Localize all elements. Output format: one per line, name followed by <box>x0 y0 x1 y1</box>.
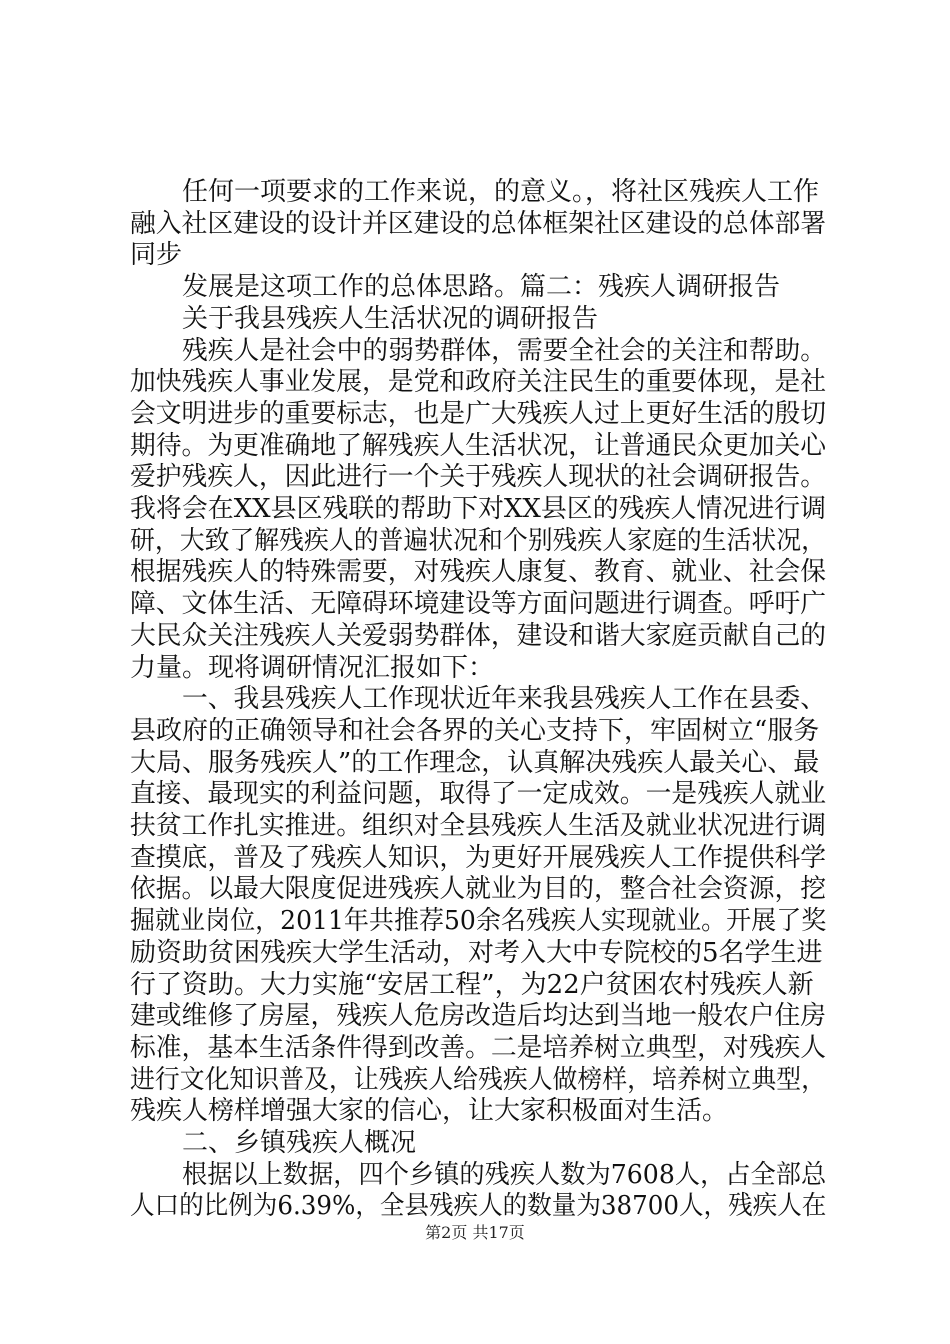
page-number-footer: 第2页 共17页 <box>425 1223 525 1242</box>
text-line: 任何一项要求的工作来说，的意义。，将社区残疾人工作 <box>182 177 820 207</box>
text-line: 掘就业岗位，2011年共推荐50余名残疾人实现就业。开展了奖 <box>130 906 827 937</box>
text-line: 障、文体生活、无障碍环境建设等方面问题进行调查。呼吁广 <box>130 589 827 620</box>
text-line: 直接、最现实的利益问题，取得了一定成效。一是残疾人就业 <box>130 779 827 810</box>
text-line: 扶贫工作扎实推进。组织对全县残疾人生活及就业状况进行调 <box>130 811 827 841</box>
text-line: 进行文化知识普及，让残疾人给残疾人做榜样，培养树立典型， <box>130 1064 826 1095</box>
text-line: 一、我县残疾人工作现状近年来我县残疾人工作在县委、 <box>182 684 827 715</box>
text-line: 我将会在XX县区残联的帮助下对XX县区的残疾人情况进行调 <box>130 494 827 524</box>
text-line: 行了资助。大力实施“安居工程”，为22户贫困农村残疾人新 <box>130 969 814 1000</box>
text-line: 研，大致了解残疾人的普遍状况和个别残疾人家庭的生活状况， <box>130 525 826 556</box>
text-line: 爱护残疾人，因此进行一个关于残疾人现状的社会调研报告。 <box>130 462 827 493</box>
text-line: 人口的比例为6.39%，全县残疾人的数量为38700人，残疾人在 <box>130 1191 827 1222</box>
text-line: 根据残疾人的特殊需要，对残疾人康复、教育、就业、社会保 <box>130 557 827 588</box>
text-line: 期待。为更准确地了解残疾人生活状况，让普通民众更加关心 <box>130 430 827 461</box>
text-line: 融入社区建设的设计并区建设的总体框架社区建设的总体部署 <box>130 208 827 239</box>
text-line: 大局、服务残疾人”的工作理念，认真解决残疾人最关心、最 <box>130 747 820 778</box>
text-line: 力量。现将调研情况汇报如下： <box>130 652 495 683</box>
text-line: 残疾人是社会中的弱势群体，需要全社会的关注和帮助。 <box>182 335 827 366</box>
text-line: 建或维修了房屋，残疾人危房改造后均达到当地一般农户住房 <box>130 1001 827 1032</box>
text-line: 大民众关注残疾人关爱弱势群体，建设和谐大家庭贡献自己的 <box>130 620 827 651</box>
text-line: 二、乡镇残疾人概况 <box>182 1128 417 1158</box>
text-line: 励资助贫困残疾大学生活动，对考入大中专院校的5名学生进 <box>130 937 823 968</box>
text-line: 发展是这项工作的总体思路。篇二：残疾人调研报告 <box>182 272 781 303</box>
text-line: 标准，基本生活条件得到改善。二是培养树立典型，对残疾人 <box>130 1032 827 1063</box>
text-line: 加快残疾人事业发展，是党和政府关注民生的重要体现，是社 <box>130 367 827 398</box>
text-line: 查摸底，普及了残疾人知识，为更好开展残疾人工作提供科学 <box>130 842 827 873</box>
text-line: 根据以上数据，四个乡镇的残疾人数为7608人，占全部总 <box>182 1159 827 1190</box>
text-line: 残疾人榜样增强大家的信心，让大家积极面对生活。 <box>130 1096 729 1127</box>
text-line: 依据。以最大限度促进残疾人就业为目的，整合社会资源，挖 <box>130 874 827 905</box>
text-line: 县政府的正确领导和社会各界的关心支持下，牢固树立“服务 <box>130 715 820 746</box>
text-line: 会文明进步的重要标志，也是广大残疾人过上更好生活的殷切 <box>130 398 827 429</box>
text-line: 同步 <box>130 240 183 271</box>
text-line: 关于我县残疾人生活状况的调研报告 <box>182 303 599 334</box>
